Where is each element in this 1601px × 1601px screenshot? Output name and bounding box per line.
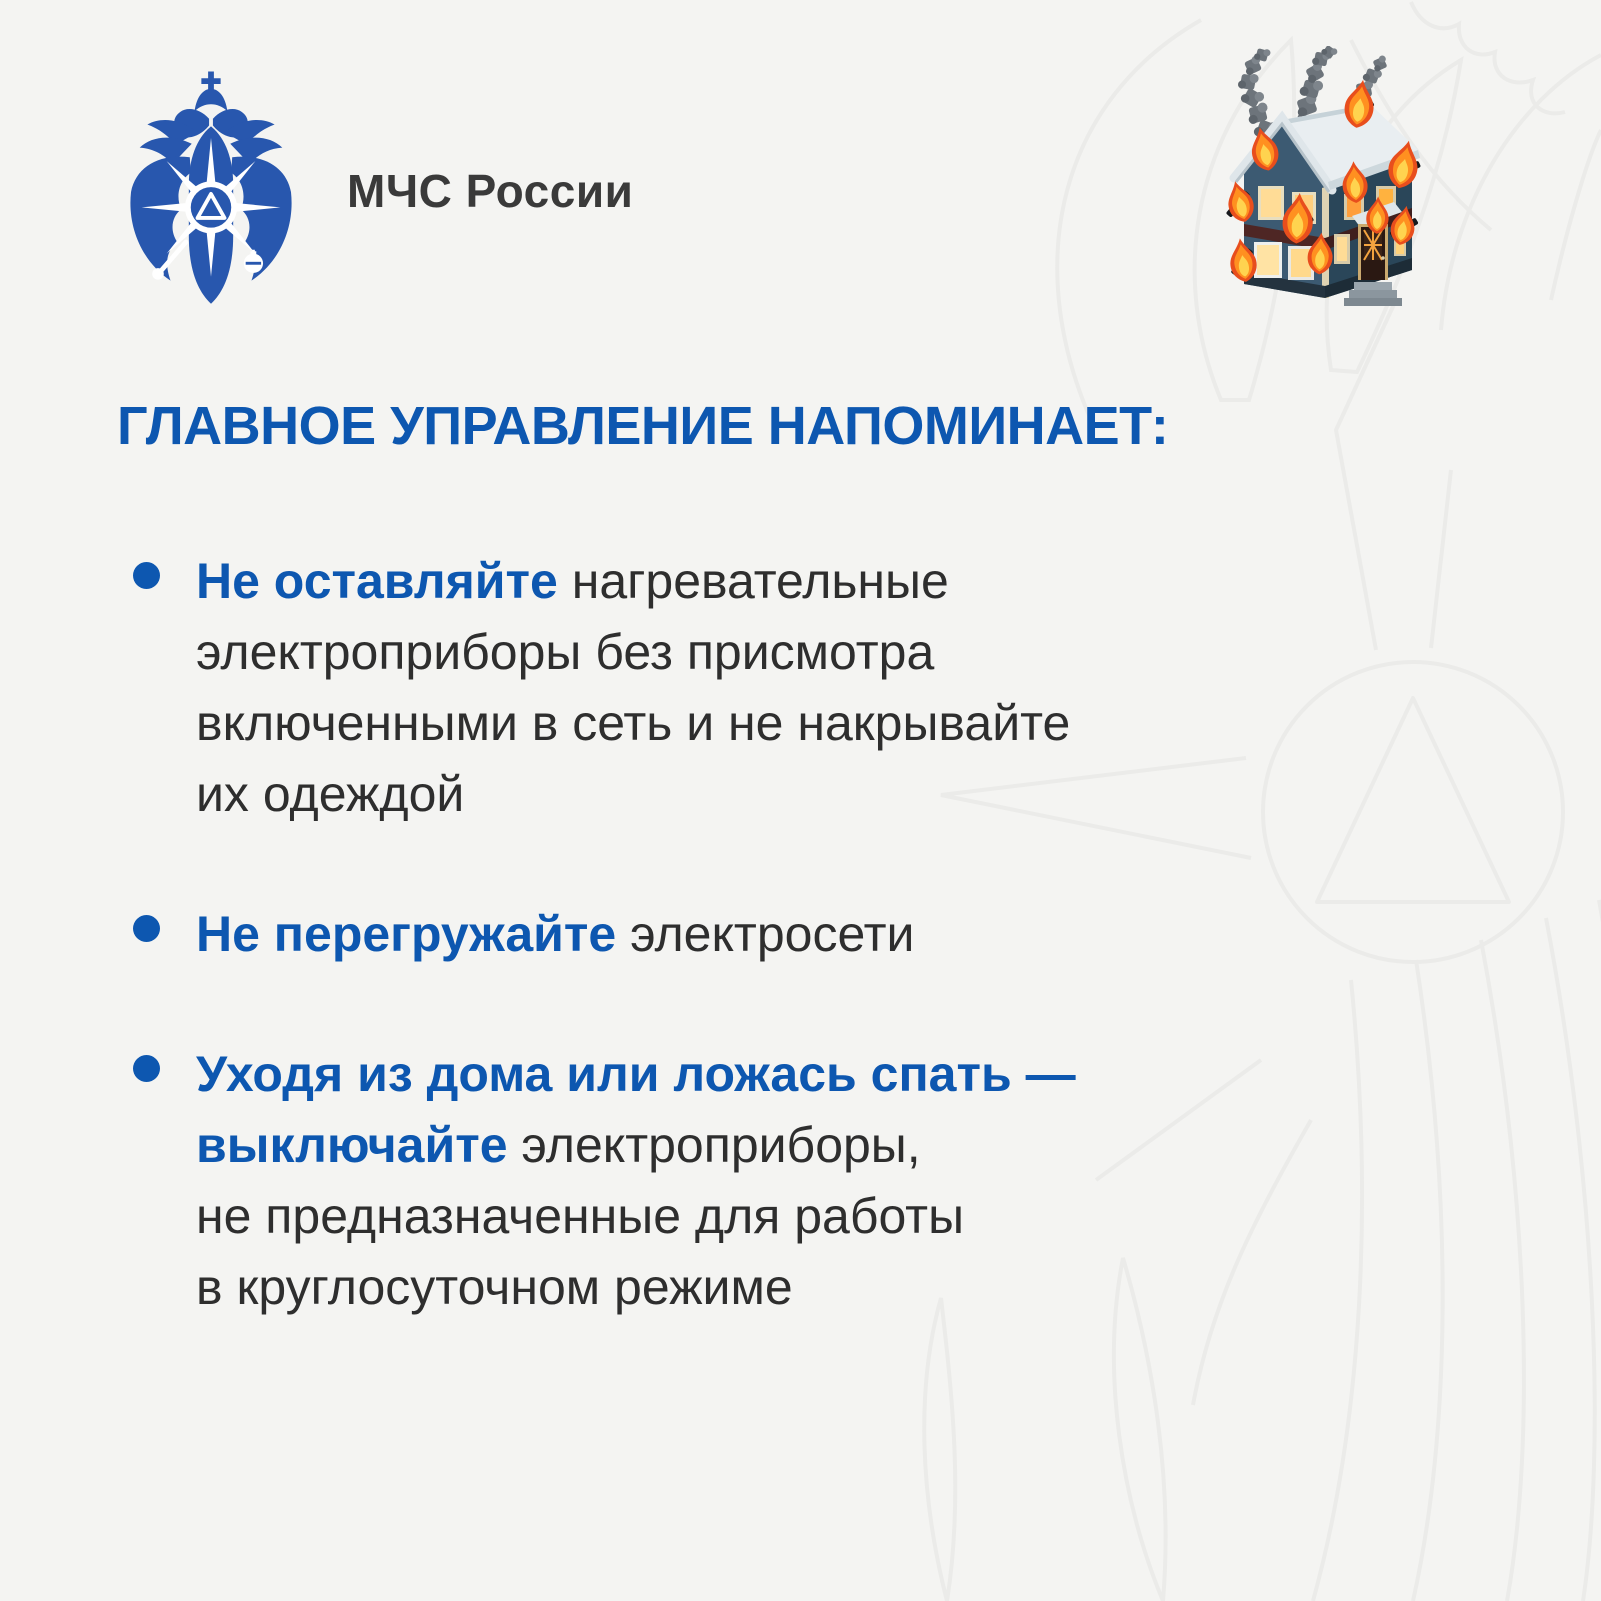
- bullet-emphasis: Уходя из дома или ложась спать —: [196, 1046, 1076, 1102]
- bullet-line-text: нагревательные: [557, 553, 949, 609]
- bullet-emphasis: Не оставляйте: [196, 553, 558, 609]
- bullet-dot-icon: [133, 562, 160, 589]
- burning-house-illustration: [1222, 46, 1427, 314]
- bullet-line-text: в круглосуточном режиме: [196, 1259, 793, 1315]
- bullet-line-text: электроприборы без присмотра: [196, 624, 935, 680]
- list-item: [133, 899, 1463, 970]
- bullet-dot-icon: [133, 1055, 160, 1082]
- page-title: ГЛАВНОЕ УПРАВЛЕНИЕ НАПОМИНАЕТ:: [117, 396, 1169, 456]
- bullet-text: [196, 899, 914, 970]
- bullet-list: [133, 546, 1463, 1323]
- bullet-line-text: электроприборы,: [507, 1117, 921, 1173]
- bullet-line-text: включенными в сеть и не накрывайте: [196, 695, 1071, 751]
- list-item: [133, 1039, 1463, 1323]
- bullet-emphasis: выключайте: [196, 1117, 508, 1173]
- bullet-dot-icon: [133, 915, 160, 942]
- bullet-emphasis: Не перегружайте: [196, 906, 617, 962]
- bullet-text: [196, 1039, 1076, 1323]
- mchs-emblem-logo: [105, 70, 317, 312]
- list-item: [133, 546, 1463, 830]
- bullet-line-text: электросети: [616, 906, 915, 962]
- header: [105, 70, 633, 312]
- brand-name: МЧС России: [347, 165, 634, 217]
- bullet-text: [196, 546, 1070, 830]
- bullet-line-text: не предназначенные для работы: [196, 1188, 965, 1244]
- bullet-line-text: их одеждой: [196, 766, 465, 822]
